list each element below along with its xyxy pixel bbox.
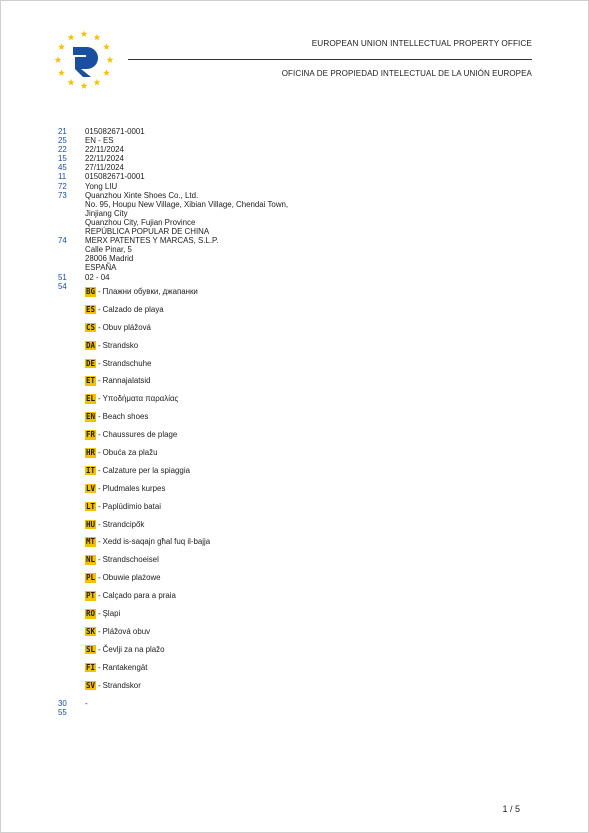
field-code: 22 bbox=[58, 145, 67, 155]
logo-star-icon bbox=[81, 30, 88, 37]
language-entry bbox=[85, 341, 210, 359]
bibliographic-fields-after bbox=[58, 699, 538, 718]
field-row bbox=[58, 699, 538, 708]
separator: - bbox=[98, 358, 101, 368]
separator: - bbox=[98, 376, 101, 386]
separator: - bbox=[98, 465, 101, 475]
field-value-line: EN - ES bbox=[85, 136, 114, 146]
page-number: 1 / 5 bbox=[502, 804, 520, 814]
language-text: Chaussures de plage bbox=[102, 430, 178, 440]
field-value-line: Yong LIU bbox=[85, 181, 118, 191]
field-value bbox=[85, 127, 538, 136]
language-text: Плажни обувки, джапанки bbox=[102, 287, 198, 296]
field-code: 15 bbox=[58, 154, 67, 164]
separator: - bbox=[98, 394, 101, 404]
field-value-line: 28006 Madrid bbox=[85, 254, 134, 264]
field-value bbox=[85, 136, 538, 145]
field-value bbox=[85, 236, 538, 272]
language-text: Strandsko bbox=[102, 340, 139, 350]
logo-star-icon bbox=[81, 82, 88, 89]
language-entry bbox=[85, 645, 210, 663]
field-value bbox=[85, 163, 538, 172]
separator: - bbox=[98, 555, 101, 565]
logo-star-icon bbox=[107, 56, 114, 63]
language-code-badge: ES bbox=[86, 304, 96, 314]
separator: - bbox=[98, 430, 101, 440]
language-code-badge: FI bbox=[86, 662, 96, 672]
language-code-badge: IT bbox=[86, 465, 96, 475]
logo-star-icon bbox=[94, 34, 101, 41]
field-code: 21 bbox=[58, 127, 67, 136]
language-code-badge: ET bbox=[86, 376, 96, 386]
language-entry bbox=[85, 323, 210, 341]
language-code-badge: LV bbox=[86, 483, 96, 493]
field-row bbox=[58, 145, 538, 154]
field-code: 73 bbox=[58, 190, 67, 200]
field-row bbox=[58, 154, 538, 163]
language-entry bbox=[85, 394, 210, 412]
field-value-line: 22/11/2024 bbox=[85, 154, 124, 164]
logo-star-icon bbox=[68, 34, 75, 41]
language-text: Calzature per la spiaggia bbox=[102, 465, 190, 475]
separator: - bbox=[98, 287, 101, 296]
language-entry bbox=[85, 430, 210, 448]
separator: - bbox=[98, 537, 101, 547]
language-code-badge: HU bbox=[86, 519, 96, 529]
field-row bbox=[58, 172, 538, 181]
field-code: 74 bbox=[58, 236, 67, 246]
language-entry bbox=[85, 502, 210, 520]
field-code: 55 bbox=[58, 708, 67, 718]
language-text: Strandschuhe bbox=[102, 358, 152, 368]
separator: - bbox=[98, 412, 101, 422]
separator: - bbox=[98, 662, 101, 672]
language-code-badge: BG bbox=[86, 287, 96, 296]
separator: - bbox=[98, 609, 101, 619]
separator: - bbox=[98, 519, 101, 529]
field-value-line: REPÚBLICA POPULAR DE CHINA bbox=[85, 227, 210, 237]
field-value bbox=[85, 172, 538, 181]
language-code-badge: DE bbox=[86, 358, 96, 368]
field-value-line: Calle Pinar, 5 bbox=[85, 245, 132, 255]
logo-star-icon bbox=[58, 69, 65, 76]
field-value-line: Jinjiang City bbox=[85, 208, 128, 218]
separator: - bbox=[98, 591, 101, 601]
language-entry bbox=[85, 520, 210, 538]
field-value-line: 22/11/2024 bbox=[85, 145, 124, 155]
language-entry bbox=[85, 448, 210, 466]
language-code-badge: EL bbox=[86, 394, 96, 404]
language-entry bbox=[85, 359, 210, 377]
separator: - bbox=[98, 340, 101, 350]
language-text: Obuv plážová bbox=[102, 322, 151, 332]
language-entry bbox=[85, 573, 210, 591]
language-code-badge: CS bbox=[86, 322, 96, 332]
field-value bbox=[85, 273, 538, 282]
header-divider bbox=[128, 59, 532, 60]
field-row bbox=[58, 273, 538, 282]
bibliographic-fields bbox=[58, 127, 538, 291]
language-code-badge: PL bbox=[86, 573, 96, 583]
field-code: 45 bbox=[58, 163, 67, 173]
field-row bbox=[58, 191, 538, 236]
office-name-es: OFICINA DE PROPIEDAD INTELECTUAL DE LA UNIÓN EUROPEA bbox=[281, 69, 532, 78]
language-text: Rantakengät bbox=[102, 662, 148, 672]
language-entry bbox=[85, 555, 210, 573]
euipo-logo-icon bbox=[53, 29, 115, 91]
language-code-badge: EN bbox=[86, 412, 96, 422]
field-value-line: No. 95, Houpu New Village, Xibian Village, Chendai Town, bbox=[85, 199, 289, 209]
logo-mark-icon bbox=[73, 47, 98, 77]
field-value-line: ESPAÑA bbox=[85, 263, 117, 273]
field-code: 25 bbox=[58, 136, 67, 146]
language-text: Strandschoeisel bbox=[102, 555, 159, 565]
field-value-line: 015082671-0001 bbox=[85, 172, 145, 182]
language-entry bbox=[85, 305, 210, 323]
language-entry bbox=[85, 484, 210, 502]
field-value bbox=[85, 699, 538, 708]
language-code-badge: PT bbox=[86, 591, 96, 601]
logo-star-icon bbox=[103, 43, 110, 50]
language-text: Beach shoes bbox=[102, 412, 149, 422]
separator: - bbox=[98, 501, 101, 511]
language-text: Pludmales kurpes bbox=[102, 483, 166, 493]
language-entry bbox=[85, 663, 210, 681]
language-code-badge: HR bbox=[86, 448, 96, 458]
language-entry bbox=[85, 591, 210, 609]
separator: - bbox=[98, 483, 101, 493]
language-code-badge: NL bbox=[86, 555, 96, 565]
field-value-line: 02 - 04 bbox=[85, 272, 110, 282]
language-code-badge: SL bbox=[86, 644, 96, 654]
separator: - bbox=[98, 304, 101, 314]
separator: - bbox=[98, 448, 101, 458]
field-row bbox=[58, 236, 538, 272]
logo-star-icon bbox=[94, 79, 101, 86]
field-code: 11 bbox=[58, 172, 67, 182]
office-name-en: EUROPEAN UNION INTELLECTUAL PROPERTY OFFICE bbox=[311, 39, 532, 48]
language-text: Calzado de playa bbox=[102, 304, 164, 314]
field-value-line: Quanzhou Xinte Shoes Co., Ltd. bbox=[85, 190, 199, 200]
language-entry bbox=[85, 466, 210, 484]
language-text: Strandskor bbox=[102, 680, 141, 690]
language-entry bbox=[85, 412, 210, 430]
language-text: Obuća za plažu bbox=[102, 448, 158, 458]
field-code: 51 bbox=[58, 272, 67, 282]
language-code-badge: RO bbox=[86, 609, 96, 619]
language-entry bbox=[85, 681, 210, 699]
language-entry bbox=[85, 287, 210, 305]
field-value-line: 015082671-0001 bbox=[85, 127, 145, 136]
language-code-badge: LT bbox=[86, 501, 96, 511]
field-value-line: 27/11/2024 bbox=[85, 163, 124, 173]
field-value-line: - bbox=[85, 699, 88, 708]
language-text: Şlapi bbox=[102, 609, 121, 619]
language-text: Strandcipők bbox=[102, 519, 145, 529]
logo-star-icon bbox=[55, 56, 62, 63]
language-code-badge: SK bbox=[86, 626, 96, 636]
logo-star-icon bbox=[103, 69, 110, 76]
language-text: Obuwie plażowe bbox=[102, 573, 161, 583]
separator: - bbox=[98, 644, 101, 654]
language-text: Čevlji za na plažo bbox=[102, 644, 165, 654]
field-value bbox=[85, 182, 538, 191]
field-row bbox=[58, 163, 538, 172]
separator: - bbox=[98, 680, 101, 690]
language-code-badge: DA bbox=[86, 340, 96, 350]
language-text: Xedd is-saqajn għal fuq il-bajja bbox=[102, 537, 211, 547]
language-entry bbox=[85, 537, 210, 555]
logo-star-icon bbox=[68, 79, 75, 86]
field-value bbox=[85, 145, 538, 154]
language-entry bbox=[85, 609, 210, 627]
language-text: Paplūdimio batai bbox=[102, 501, 162, 511]
field-row bbox=[58, 182, 538, 191]
separator: - bbox=[98, 573, 101, 583]
language-code-badge: MT bbox=[86, 537, 96, 547]
language-entry bbox=[85, 376, 210, 394]
language-entry bbox=[85, 627, 210, 645]
field-code: 30 bbox=[58, 699, 67, 708]
field-row bbox=[58, 136, 538, 145]
field-value bbox=[85, 191, 538, 236]
field-row bbox=[58, 127, 538, 136]
separator: - bbox=[98, 322, 101, 332]
field-code: 72 bbox=[58, 181, 67, 191]
language-code-badge: FR bbox=[86, 430, 96, 440]
field-value-line: Quanzhou City, Fujian Province bbox=[85, 217, 196, 227]
product-indication-list bbox=[85, 287, 210, 698]
separator: - bbox=[98, 626, 101, 636]
language-text: Rannajalatsid bbox=[102, 376, 151, 386]
field-code: 54 bbox=[58, 281, 67, 291]
language-text: Υποδήματα παραλίας bbox=[102, 394, 179, 404]
field-value-line: MERX PATENTES Y MARCAS, S.L.P. bbox=[85, 236, 219, 246]
logo-star-icon bbox=[58, 43, 65, 50]
language-text: Plážová obuv bbox=[102, 626, 151, 636]
field-value bbox=[85, 154, 538, 163]
language-text: Calçado para a praia bbox=[102, 591, 176, 601]
language-code-badge: SV bbox=[86, 680, 96, 690]
